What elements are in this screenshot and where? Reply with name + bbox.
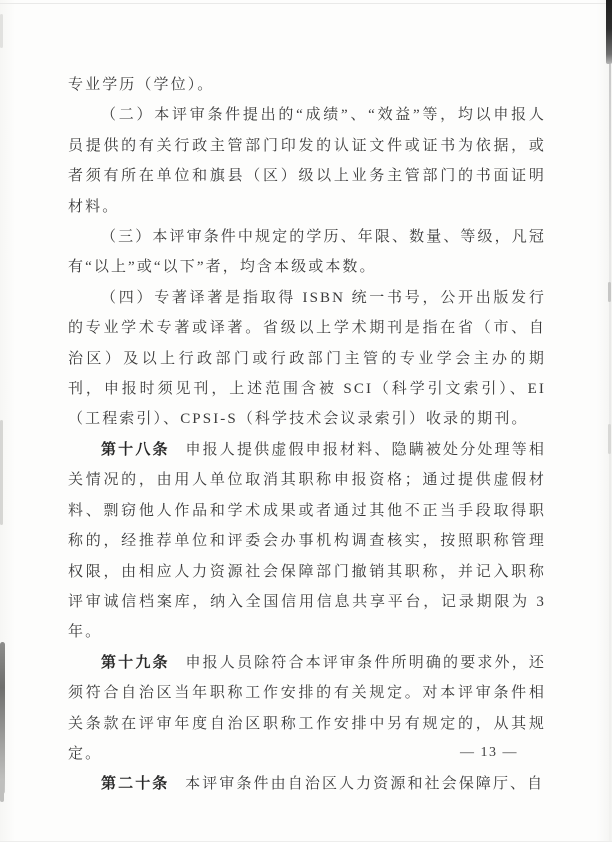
scan-mark-right-lower [608,424,611,454]
paragraph-text: 申报人员除符合本评审条件所明确的要求外，还须符合自治区当年职称工作安排的有关规定。对本评审条件相关条款在评审年度自治区职称工作安排中另有规定的，从其规定。 [68,654,547,762]
article-number: 第十九条 [101,653,170,671]
paragraph [68,435,546,648]
paragraph [68,769,546,799]
article-number: 第二十条 [101,775,170,793]
paragraph-text: 专业学历（学位）。 [68,77,215,93]
scan-smudge-left-foot [0,780,4,802]
paragraph-text: 申报人提供虚假申报材料、隐瞒被处分处理等相关情况的，由用人单位取消其职称申报资格；通过提供虚假材料、剽窃他人作品和学术成果或者通过其他不正当手段取得职称的，经推荐单位和评委会办事机构调查核实，按照职称管理权限，由相应人力资源社会保障部门撤销其职称，并记入职称评审诚信档案库，纳入全国信用信息共享平台，记录期限为 3 年。 [68,441,547,641]
paragraph-text: （四）专著译著是指取得 ISBN 统一书号，公开出版发行的专业学术专著或译著。省级以上学术期刊是指在省（市、自治区）及以上行政部门或行政部门主管的专业学会主办的期刊，申报时须见刊，上述范围含被 SCI（科学引文索引）、EI（工程索引）、CPSI-S（科学技术会议录索引）收录的期刊。 [68,289,546,428]
paragraph [68,283,546,435]
scan-smudge-left-top [0,14,3,48]
scan-mark-right-upper [608,282,611,302]
page-number: — 13 — [460,745,518,760]
scan-shadow-top-right [606,0,612,64]
paragraph-text: （二）本评审条件提出的“成绩”、“效益”等，均以申报人员提供的有关行政主管部门印发的认证文件或证书为依据，或者须有所在单位和旗县（区）级以上业务主管部门的书面证明材料。 [68,107,546,215]
document-body [68,70,546,800]
scan-smudge-left-bottom [0,642,5,794]
paragraph [68,222,546,283]
paragraph [68,100,546,222]
paragraph [68,70,546,100]
paragraph-text: 本评审条件由自治区人力资源和社会保障厅、自 [185,776,545,793]
scan-edge-top [0,3,612,4]
scan-smudge-left-middle [0,420,3,525]
paragraph-text: （三）本评审条件中规定的学历、年限、数量、等级，凡冠有“以上”或“以下”者，均含本级或本数。 [68,229,546,276]
article-number: 第十八条 [101,440,170,458]
